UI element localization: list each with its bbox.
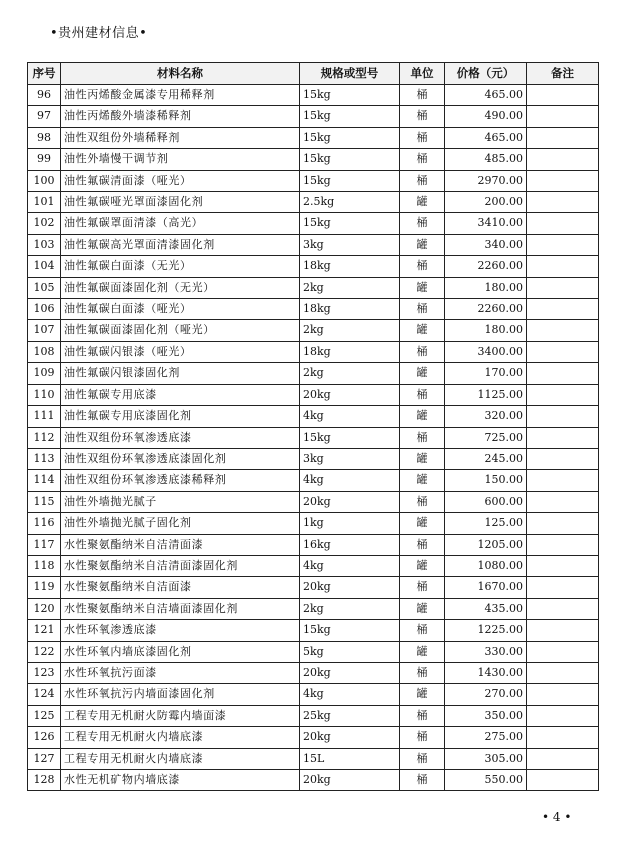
cell-note xyxy=(527,748,599,769)
cell-unit: 桶 xyxy=(400,662,445,683)
cell-price: 305.00 xyxy=(445,748,527,769)
cell-material-name: 工程专用无机耐火防霉内墙面漆 xyxy=(61,705,300,726)
cell-no: 124 xyxy=(28,684,61,705)
cell-price: 1080.00 xyxy=(445,555,527,576)
cell-no: 113 xyxy=(28,448,61,469)
table-row xyxy=(28,598,599,619)
cell-note xyxy=(527,213,599,234)
cell-material-name: 水性环氧内墙底漆固化剂 xyxy=(61,641,300,662)
cell-note xyxy=(527,277,599,298)
cell-price: 200.00 xyxy=(445,192,527,213)
table-row xyxy=(28,448,599,469)
cell-note xyxy=(527,534,599,555)
cell-price: 330.00 xyxy=(445,641,527,662)
cell-price: 2260.00 xyxy=(445,256,527,277)
cell-unit: 罐 xyxy=(400,277,445,298)
cell-note xyxy=(527,149,599,170)
column-header-name: 材料名称 xyxy=(61,63,300,85)
cell-spec: 2kg xyxy=(300,277,400,298)
cell-unit: 桶 xyxy=(400,106,445,127)
cell-note xyxy=(527,320,599,341)
table-row xyxy=(28,234,599,255)
cell-unit: 桶 xyxy=(400,727,445,748)
cell-spec: 5kg xyxy=(300,641,400,662)
cell-spec: 20kg xyxy=(300,727,400,748)
cell-note xyxy=(527,85,599,106)
cell-unit: 罐 xyxy=(400,598,445,619)
cell-note xyxy=(527,234,599,255)
cell-material-name: 油性氟碳面漆固化剂（哑光） xyxy=(61,320,300,341)
cell-no: 117 xyxy=(28,534,61,555)
cell-price: 600.00 xyxy=(445,491,527,512)
cell-unit: 桶 xyxy=(400,127,445,148)
cell-note xyxy=(527,127,599,148)
cell-material-name: 工程专用无机耐火内墙底漆 xyxy=(61,727,300,748)
table-row xyxy=(28,513,599,534)
cell-spec: 2kg xyxy=(300,598,400,619)
cell-price: 3410.00 xyxy=(445,213,527,234)
cell-material-name: 水性环氧抗污内墙面漆固化剂 xyxy=(61,684,300,705)
column-header-price: 价格（元） xyxy=(445,63,527,85)
cell-spec: 15kg xyxy=(300,213,400,234)
cell-note xyxy=(527,341,599,362)
cell-price: 435.00 xyxy=(445,598,527,619)
table-row xyxy=(28,170,599,191)
cell-note xyxy=(527,662,599,683)
cell-no: 126 xyxy=(28,727,61,748)
table-row xyxy=(28,149,599,170)
cell-no: 105 xyxy=(28,277,61,298)
cell-price: 125.00 xyxy=(445,513,527,534)
price-table xyxy=(27,62,599,791)
cell-no: 107 xyxy=(28,320,61,341)
cell-price: 320.00 xyxy=(445,406,527,427)
cell-no: 106 xyxy=(28,299,61,320)
cell-material-name: 油性氟碳高光罩面清漆固化剂 xyxy=(61,234,300,255)
cell-note xyxy=(527,577,599,598)
cell-price: 340.00 xyxy=(445,234,527,255)
cell-spec: 15kg xyxy=(300,85,400,106)
table-row xyxy=(28,748,599,769)
cell-price: 3400.00 xyxy=(445,341,527,362)
cell-price: 2260.00 xyxy=(445,299,527,320)
cell-unit: 桶 xyxy=(400,384,445,405)
cell-spec: 4kg xyxy=(300,684,400,705)
cell-material-name: 油性双组份环氧渗透底漆固化剂 xyxy=(61,448,300,469)
cell-unit: 桶 xyxy=(400,491,445,512)
cell-no: 120 xyxy=(28,598,61,619)
table-row xyxy=(28,106,599,127)
table-row xyxy=(28,213,599,234)
cell-unit: 罐 xyxy=(400,234,445,255)
cell-note xyxy=(527,384,599,405)
cell-unit: 桶 xyxy=(400,748,445,769)
table-row xyxy=(28,641,599,662)
cell-note xyxy=(527,299,599,320)
cell-price: 350.00 xyxy=(445,705,527,726)
cell-note xyxy=(527,363,599,384)
cell-material-name: 工程专用无机耐火内墙底漆 xyxy=(61,748,300,769)
cell-spec: 20kg xyxy=(300,770,400,791)
cell-spec: 4kg xyxy=(300,470,400,491)
cell-unit: 桶 xyxy=(400,534,445,555)
cell-spec: 15kg xyxy=(300,427,400,448)
cell-price: 550.00 xyxy=(445,770,527,791)
cell-unit: 罐 xyxy=(400,555,445,576)
cell-note xyxy=(527,491,599,512)
cell-spec: 18kg xyxy=(300,256,400,277)
cell-material-name: 油性氟碳专用底漆固化剂 xyxy=(61,406,300,427)
cell-spec: 2kg xyxy=(300,320,400,341)
cell-no: 98 xyxy=(28,127,61,148)
cell-spec: 18kg xyxy=(300,299,400,320)
cell-note xyxy=(527,770,599,791)
cell-material-name: 油性双组份环氧渗透底漆 xyxy=(61,427,300,448)
cell-no: 109 xyxy=(28,363,61,384)
cell-note xyxy=(527,106,599,127)
table-row xyxy=(28,555,599,576)
cell-unit: 罐 xyxy=(400,684,445,705)
cell-material-name: 油性外墙抛光腻子 xyxy=(61,491,300,512)
cell-material-name: 油性氟碳罩面清漆（高光） xyxy=(61,213,300,234)
cell-price: 1225.00 xyxy=(445,620,527,641)
cell-spec: 15kg xyxy=(300,127,400,148)
cell-spec: 4kg xyxy=(300,555,400,576)
table-row xyxy=(28,363,599,384)
table-header-row xyxy=(28,63,599,85)
cell-material-name: 油性氟碳专用底漆 xyxy=(61,384,300,405)
cell-material-name: 油性氟碳清面漆（哑光） xyxy=(61,170,300,191)
cell-no: 127 xyxy=(28,748,61,769)
cell-price: 245.00 xyxy=(445,448,527,469)
cell-note xyxy=(527,192,599,213)
cell-unit: 桶 xyxy=(400,577,445,598)
cell-note xyxy=(527,427,599,448)
cell-material-name: 油性氟碳白面漆（无光） xyxy=(61,256,300,277)
table-row xyxy=(28,85,599,106)
cell-spec: 15kg xyxy=(300,620,400,641)
cell-no: 111 xyxy=(28,406,61,427)
cell-spec: 20kg xyxy=(300,384,400,405)
cell-no: 96 xyxy=(28,85,61,106)
cell-note xyxy=(527,684,599,705)
cell-note xyxy=(527,470,599,491)
cell-no: 116 xyxy=(28,513,61,534)
cell-unit: 桶 xyxy=(400,170,445,191)
cell-note xyxy=(527,256,599,277)
cell-spec: 2.5kg xyxy=(300,192,400,213)
cell-no: 118 xyxy=(28,555,61,576)
table-body xyxy=(28,85,599,791)
cell-note xyxy=(527,620,599,641)
cell-price: 180.00 xyxy=(445,320,527,341)
cell-price: 2970.00 xyxy=(445,170,527,191)
cell-spec: 2kg xyxy=(300,363,400,384)
cell-note xyxy=(527,705,599,726)
cell-note xyxy=(527,406,599,427)
table-row xyxy=(28,684,599,705)
column-header-no: 序号 xyxy=(28,63,61,85)
cell-material-name: 水性环氧渗透底漆 xyxy=(61,620,300,641)
cell-price: 490.00 xyxy=(445,106,527,127)
cell-material-name: 油性氟碳哑光罩面漆固化剂 xyxy=(61,192,300,213)
cell-no: 97 xyxy=(28,106,61,127)
cell-unit: 桶 xyxy=(400,705,445,726)
cell-price: 275.00 xyxy=(445,727,527,748)
cell-material-name: 油性外墙抛光腻子固化剂 xyxy=(61,513,300,534)
cell-no: 125 xyxy=(28,705,61,726)
cell-material-name: 水性无机矿物内墙底漆 xyxy=(61,770,300,791)
cell-unit: 桶 xyxy=(400,341,445,362)
cell-price: 465.00 xyxy=(445,85,527,106)
cell-unit: 桶 xyxy=(400,770,445,791)
table-row xyxy=(28,727,599,748)
cell-material-name: 油性双组份外墙稀释剂 xyxy=(61,127,300,148)
cell-no: 110 xyxy=(28,384,61,405)
cell-unit: 桶 xyxy=(400,149,445,170)
cell-no: 128 xyxy=(28,770,61,791)
cell-spec: 15L xyxy=(300,748,400,769)
table-row xyxy=(28,770,599,791)
table-row xyxy=(28,127,599,148)
cell-material-name: 油性丙烯酸外墙漆稀释剂 xyxy=(61,106,300,127)
table-row xyxy=(28,277,599,298)
cell-material-name: 油性外墙慢干调节剂 xyxy=(61,149,300,170)
cell-material-name: 水性聚氨酯纳米自洁面漆 xyxy=(61,577,300,598)
cell-no: 100 xyxy=(28,170,61,191)
cell-no: 121 xyxy=(28,620,61,641)
table-row xyxy=(28,491,599,512)
cell-price: 1125.00 xyxy=(445,384,527,405)
cell-no: 114 xyxy=(28,470,61,491)
cell-no: 102 xyxy=(28,213,61,234)
cell-spec: 20kg xyxy=(300,577,400,598)
cell-price: 180.00 xyxy=(445,277,527,298)
cell-material-name: 油性氟碳闪银漆固化剂 xyxy=(61,363,300,384)
table-row xyxy=(28,406,599,427)
cell-note xyxy=(527,641,599,662)
cell-price: 1670.00 xyxy=(445,577,527,598)
cell-material-name: 油性丙烯酸金属漆专用稀释剂 xyxy=(61,85,300,106)
table-row xyxy=(28,299,599,320)
cell-no: 112 xyxy=(28,427,61,448)
cell-unit: 罐 xyxy=(400,513,445,534)
cell-spec: 16kg xyxy=(300,534,400,555)
table-row xyxy=(28,384,599,405)
cell-unit: 桶 xyxy=(400,299,445,320)
cell-unit: 桶 xyxy=(400,256,445,277)
cell-unit: 罐 xyxy=(400,406,445,427)
table-row xyxy=(28,577,599,598)
cell-unit: 罐 xyxy=(400,192,445,213)
cell-material-name: 油性双组份环氧渗透底漆稀释剂 xyxy=(61,470,300,491)
cell-no: 103 xyxy=(28,234,61,255)
cell-no: 115 xyxy=(28,491,61,512)
cell-spec: 15kg xyxy=(300,149,400,170)
cell-price: 725.00 xyxy=(445,427,527,448)
cell-price: 170.00 xyxy=(445,363,527,384)
cell-spec: 15kg xyxy=(300,170,400,191)
cell-unit: 桶 xyxy=(400,620,445,641)
table-row xyxy=(28,534,599,555)
table-row xyxy=(28,705,599,726)
cell-unit: 桶 xyxy=(400,427,445,448)
cell-material-name: 油性氟碳闪银漆（哑光） xyxy=(61,341,300,362)
cell-spec: 20kg xyxy=(300,662,400,683)
cell-price: 485.00 xyxy=(445,149,527,170)
cell-material-name: 油性氟碳白面漆（哑光） xyxy=(61,299,300,320)
cell-unit: 桶 xyxy=(400,213,445,234)
cell-spec: 1kg xyxy=(300,513,400,534)
table-row xyxy=(28,320,599,341)
cell-price: 1205.00 xyxy=(445,534,527,555)
cell-spec: 3kg xyxy=(300,234,400,255)
cell-price: 465.00 xyxy=(445,127,527,148)
cell-material-name: 水性环氧抗污面漆 xyxy=(61,662,300,683)
cell-note xyxy=(527,448,599,469)
table-row xyxy=(28,470,599,491)
table-row xyxy=(28,256,599,277)
column-header-note: 备注 xyxy=(527,63,599,85)
cell-note xyxy=(527,598,599,619)
column-header-spec: 规格或型号 xyxy=(300,63,400,85)
cell-unit: 桶 xyxy=(400,85,445,106)
cell-price: 150.00 xyxy=(445,470,527,491)
cell-note xyxy=(527,170,599,191)
cell-unit: 罐 xyxy=(400,448,445,469)
cell-note xyxy=(527,513,599,534)
cell-material-name: 水性聚氨酯纳米自洁清面漆固化剂 xyxy=(61,555,300,576)
cell-no: 99 xyxy=(28,149,61,170)
table-row xyxy=(28,341,599,362)
cell-unit: 罐 xyxy=(400,320,445,341)
cell-no: 104 xyxy=(28,256,61,277)
cell-no: 101 xyxy=(28,192,61,213)
cell-no: 108 xyxy=(28,341,61,362)
cell-no: 123 xyxy=(28,662,61,683)
cell-spec: 25kg xyxy=(300,705,400,726)
cell-no: 122 xyxy=(28,641,61,662)
cell-no: 119 xyxy=(28,577,61,598)
cell-spec: 20kg xyxy=(300,491,400,512)
cell-unit: 罐 xyxy=(400,363,445,384)
cell-price: 270.00 xyxy=(445,684,527,705)
cell-material-name: 油性氟碳面漆固化剂（无光） xyxy=(61,277,300,298)
cell-price: 1430.00 xyxy=(445,662,527,683)
cell-unit: 罐 xyxy=(400,470,445,491)
cell-spec: 15kg xyxy=(300,106,400,127)
cell-material-name: 水性聚氨酯纳米自洁清面漆 xyxy=(61,534,300,555)
page-number: • 4 • xyxy=(542,810,572,824)
page-header-title: •贵州建材信息• xyxy=(50,26,148,41)
table-row xyxy=(28,427,599,448)
table-row xyxy=(28,620,599,641)
cell-spec: 18kg xyxy=(300,341,400,362)
table-row xyxy=(28,192,599,213)
table-row xyxy=(28,662,599,683)
cell-unit: 罐 xyxy=(400,641,445,662)
column-header-unit: 单位 xyxy=(400,63,445,85)
cell-note xyxy=(527,555,599,576)
cell-note xyxy=(527,727,599,748)
cell-spec: 4kg xyxy=(300,406,400,427)
cell-spec: 3kg xyxy=(300,448,400,469)
cell-material-name: 水性聚氨酯纳米自洁墙面漆固化剂 xyxy=(61,598,300,619)
